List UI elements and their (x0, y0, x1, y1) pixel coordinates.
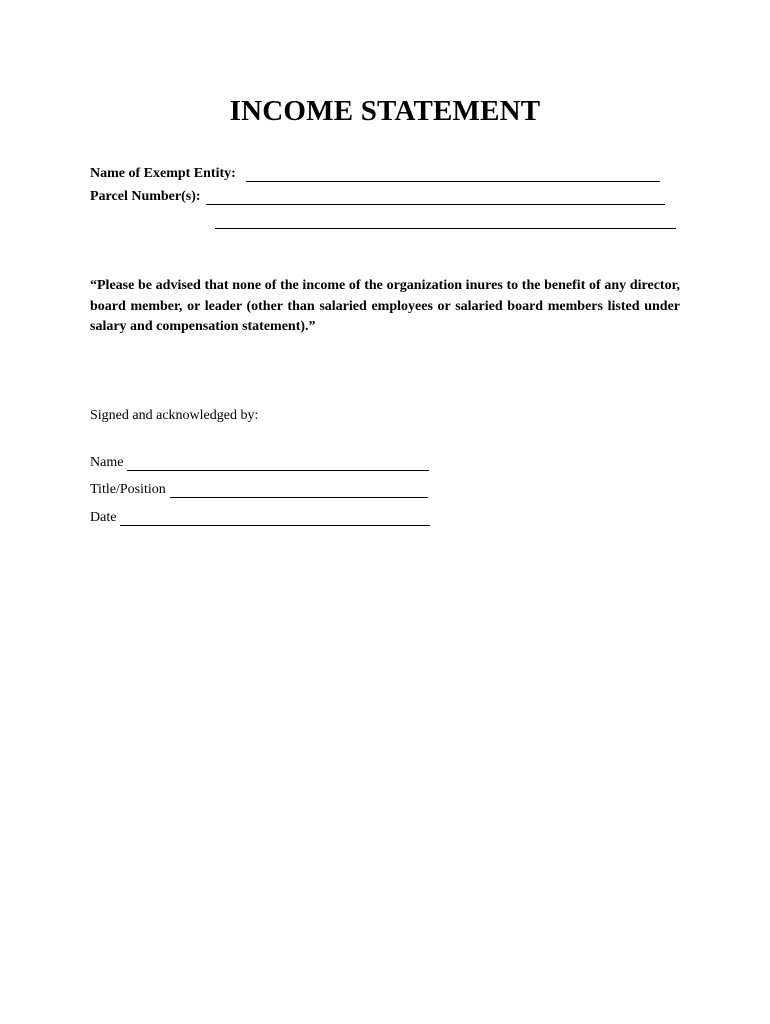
document-title: INCOME STATEMENT (229, 95, 541, 127)
sign-date-blank-line[interactable] (120, 511, 430, 526)
signer-title-blank-line[interactable] (170, 483, 428, 498)
entity-label: Name of Exempt Entity: (90, 166, 236, 181)
entity-blank-line[interactable] (246, 167, 660, 182)
entity-field-row (90, 166, 660, 182)
parcel-field-row (90, 189, 665, 205)
parcel-blank-line-2[interactable] (215, 227, 676, 229)
sign-date-label: Date (90, 510, 117, 525)
signed-acknowledged-label: Signed and acknowledged by: (90, 408, 259, 423)
signer-name-blank-line[interactable] (127, 456, 429, 471)
parcel-label: Parcel Number(s): (90, 189, 201, 204)
income-statement-text: “Please be advised that none of the income of the organization inures to the benefit of any director, board member, or leader (other than salaried employees or salaried board members listed under salary and compensation statement).” (90, 278, 680, 334)
signer-title-label: Title/Position (90, 482, 166, 497)
signer-name-row (90, 455, 429, 471)
parcel-blank-line-1[interactable] (206, 190, 665, 205)
signer-title-row (90, 482, 428, 498)
sign-date-row (90, 510, 430, 526)
signer-name-label: Name (90, 455, 124, 470)
